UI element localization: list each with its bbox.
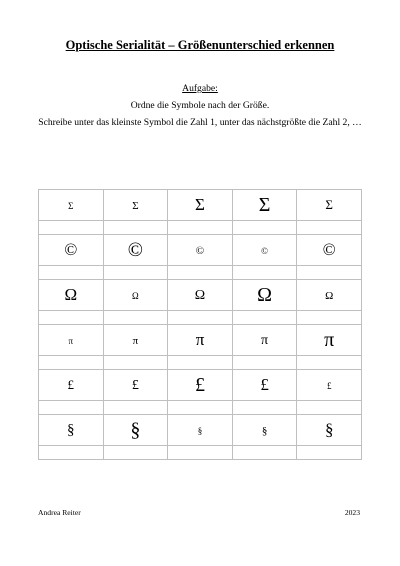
symbol-cell (297, 415, 362, 446)
task-instructions (30, 80, 370, 131)
symbol-cell (39, 415, 104, 446)
symbol-glyph: § (67, 422, 75, 438)
answer-cell[interactable] (232, 221, 297, 235)
symbol-cell (297, 235, 362, 266)
symbol-cell (103, 415, 168, 446)
symbol-cell (232, 190, 297, 221)
answer-row (39, 401, 362, 415)
symbol-glyph: £ (194, 373, 205, 396)
answer-cell[interactable] (39, 356, 104, 370)
answer-cell[interactable] (168, 266, 233, 280)
symbol-cell (103, 325, 168, 356)
symbol-glyph: © (322, 240, 336, 259)
footer-author: Andrea Reiter (38, 508, 81, 517)
answer-cell[interactable] (103, 401, 168, 415)
symbol-glyph: Ω (64, 285, 78, 304)
symbol-cell (232, 280, 297, 311)
symbol-cell (39, 370, 104, 401)
symbol-cell (232, 370, 297, 401)
symbol-row (39, 235, 362, 266)
symbol-cell (39, 235, 104, 266)
task-heading: Aufgabe: (182, 83, 218, 94)
symbol-row (39, 325, 362, 356)
answer-row (39, 446, 362, 460)
symbol-row (39, 370, 362, 401)
answer-cell[interactable] (297, 356, 362, 370)
symbol-glyph: Σ (132, 200, 139, 212)
symbol-cell (168, 370, 233, 401)
symbol-cell (168, 325, 233, 356)
answer-cell[interactable] (232, 356, 297, 370)
task-line-1: Ordne die Symbole nach der Größe. (130, 100, 270, 111)
symbol-cell (232, 415, 297, 446)
answer-row (39, 266, 362, 280)
symbol-glyph: © (195, 245, 205, 257)
symbol-cell (39, 190, 104, 221)
answer-cell[interactable] (297, 221, 362, 235)
symbol-cell (168, 190, 233, 221)
symbol-cell (297, 370, 362, 401)
answer-cell[interactable] (297, 266, 362, 280)
symbol-glyph: Ω (132, 291, 139, 301)
symbol-cell (103, 235, 168, 266)
answer-cell[interactable] (103, 446, 168, 460)
symbol-glyph: © (127, 238, 143, 261)
answer-cell[interactable] (168, 311, 233, 325)
answer-cell[interactable] (103, 311, 168, 325)
symbol-glyph: § (324, 420, 334, 439)
symbol-row (39, 190, 362, 221)
symbol-cell (168, 415, 233, 446)
answer-row (39, 221, 362, 235)
symbol-glyph: £ (131, 378, 139, 393)
answer-cell[interactable] (39, 311, 104, 325)
answer-cell[interactable] (297, 311, 362, 325)
answer-cell[interactable] (168, 401, 233, 415)
symbol-cell (168, 280, 233, 311)
symbol-grid (38, 189, 362, 460)
answer-cell[interactable] (232, 401, 297, 415)
symbol-cell (103, 190, 168, 221)
symbol-glyph: § (197, 426, 203, 436)
answer-row (39, 356, 362, 370)
symbol-cell (232, 325, 297, 356)
symbol-row (39, 415, 362, 446)
symbol-glyph: Σ (195, 195, 205, 214)
answer-cell[interactable] (39, 221, 104, 235)
symbol-glyph: Σ (325, 197, 333, 212)
symbol-cell (39, 325, 104, 356)
symbol-glyph: © (64, 240, 78, 259)
symbol-glyph: Σ (258, 193, 271, 216)
symbol-glyph: © (261, 246, 268, 256)
symbol-glyph: π (324, 328, 335, 351)
symbol-glyph: π (261, 333, 269, 348)
symbol-glyph: Ω (257, 283, 273, 306)
symbol-glyph: Ω (194, 288, 206, 303)
answer-cell[interactable] (297, 446, 362, 460)
answer-cell[interactable] (39, 401, 104, 415)
answer-cell[interactable] (168, 446, 233, 460)
answer-cell[interactable] (232, 311, 297, 325)
symbol-cell (297, 280, 362, 311)
answer-cell[interactable] (232, 446, 297, 460)
worksheet-title: Optische Serialität – Größenunterschied erkennen (65, 38, 335, 52)
answer-cell[interactable] (232, 266, 297, 280)
symbol-glyph: £ (260, 375, 269, 394)
symbol-glyph: § (130, 418, 141, 441)
symbol-cell (39, 280, 104, 311)
symbol-glyph: £ (326, 381, 332, 391)
answer-cell[interactable] (297, 401, 362, 415)
symbol-glyph: π (195, 330, 205, 349)
symbol-cell (168, 235, 233, 266)
answer-cell[interactable] (39, 446, 104, 460)
symbol-cell (103, 370, 168, 401)
answer-cell[interactable] (103, 221, 168, 235)
symbol-glyph: § (261, 425, 268, 437)
answer-cell[interactable] (103, 356, 168, 370)
symbol-cell (297, 325, 362, 356)
symbol-cell (103, 280, 168, 311)
task-line-2: Schreibe unter das kleinste Symbol die Zahl 1, unter das nächstgrößte die Zahl 2, … (38, 117, 362, 128)
answer-cell[interactable] (168, 356, 233, 370)
symbol-glyph: £ (67, 377, 75, 392)
symbol-glyph: π (68, 336, 74, 346)
answer-cell[interactable] (168, 221, 233, 235)
footer-year: 2023 (344, 508, 360, 517)
symbol-glyph: Σ (68, 201, 74, 211)
symbol-glyph: Ω (325, 290, 334, 302)
answer-row (39, 311, 362, 325)
symbol-row (39, 280, 362, 311)
symbol-cell (297, 190, 362, 221)
symbol-glyph: π (132, 335, 139, 347)
answer-cell[interactable] (39, 266, 104, 280)
symbol-cell (232, 235, 297, 266)
answer-cell[interactable] (103, 266, 168, 280)
